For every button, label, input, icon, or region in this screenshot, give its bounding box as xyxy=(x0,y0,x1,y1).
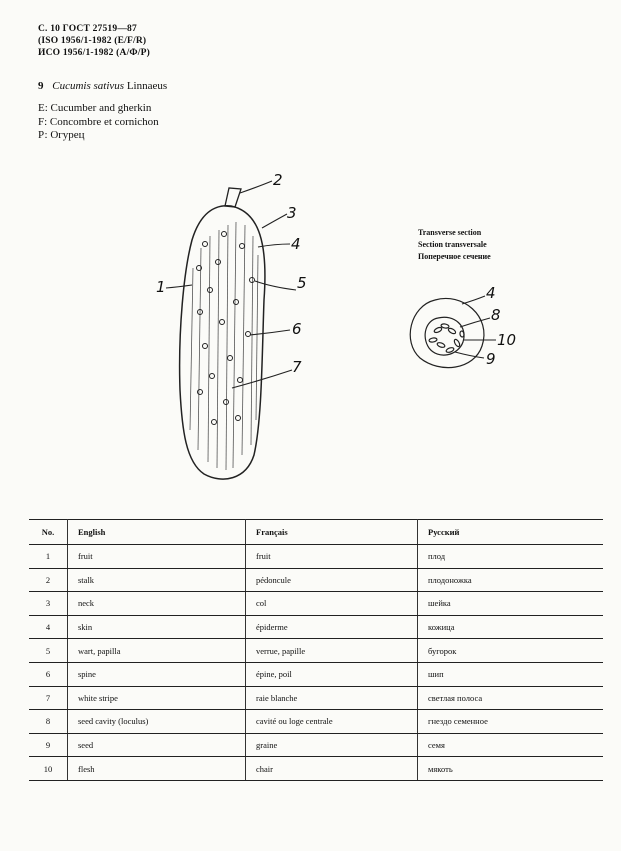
cell-english: fruit xyxy=(68,545,246,569)
page-header-iso: (ISO 1956/1-1982 (E/F/R) xyxy=(38,36,147,46)
cell-russian: шип xyxy=(418,662,604,686)
cell-no: 3 xyxy=(29,592,68,616)
page-header-iso-ru: ИСО 1956/1-1982 (А/Ф/Р) xyxy=(38,48,150,58)
cell-russian: семя xyxy=(418,733,604,757)
cell-russian: светлая полоса xyxy=(418,686,604,710)
cucumber-stripes xyxy=(190,222,258,470)
terms-table xyxy=(29,519,603,781)
species-latin-name: Cucumis sativus xyxy=(52,80,125,92)
callout-5: 5 xyxy=(297,274,307,292)
callout-1: 1 xyxy=(156,278,166,296)
callout-6: 6 xyxy=(292,320,302,338)
callout-2: 2 xyxy=(273,171,283,189)
cell-english: seed xyxy=(68,733,246,757)
cell-russian: плодоножка xyxy=(418,568,604,592)
cell-french: fruit xyxy=(246,545,418,569)
cell-english: spine xyxy=(68,662,246,686)
cell-no: 5 xyxy=(29,639,68,663)
cell-french: épiderme xyxy=(246,615,418,639)
cell-french: raie blanche xyxy=(246,686,418,710)
table-row xyxy=(29,639,603,663)
cucumber-stalk xyxy=(225,188,241,207)
table-row xyxy=(29,686,603,710)
header-russian: Русский xyxy=(418,520,604,545)
caption-russian: Поперечное сечение xyxy=(418,252,491,261)
cell-no: 9 xyxy=(29,733,68,757)
header-no: No. xyxy=(29,520,68,545)
caption-english: Transverse section xyxy=(418,228,482,237)
table-row xyxy=(29,710,603,734)
callout-4: 4 xyxy=(291,235,301,253)
common-name-french: F: Concombre et cornichon xyxy=(38,115,159,128)
cell-no: 10 xyxy=(29,757,68,781)
table-row xyxy=(29,662,603,686)
common-name-russian: Р: Огурец xyxy=(38,129,85,141)
header-french: Français xyxy=(246,520,418,545)
cucumber-warts xyxy=(197,232,255,425)
cell-english: skin xyxy=(68,615,246,639)
transverse-section xyxy=(410,298,484,367)
cell-no: 2 xyxy=(29,568,68,592)
species-authority: Linnaeus xyxy=(126,80,168,92)
cell-french: chair xyxy=(246,757,418,781)
cell-no: 7 xyxy=(29,686,68,710)
cell-french: épine, poil xyxy=(246,662,418,686)
header-english: English xyxy=(68,520,246,545)
table-row xyxy=(29,733,603,757)
table-row xyxy=(29,568,603,592)
cell-english: wart, papilla xyxy=(68,639,246,663)
cell-no: 8 xyxy=(29,710,68,734)
cell-no: 1 xyxy=(29,545,68,569)
table-row xyxy=(29,757,603,781)
cell-no: 6 xyxy=(29,662,68,686)
table-row xyxy=(29,592,603,616)
callout-4-section: 4 xyxy=(486,284,496,302)
callout-8: 8 xyxy=(491,306,501,324)
cell-no: 4 xyxy=(29,615,68,639)
callout-9: 9 xyxy=(486,350,496,368)
callout-10: 10 xyxy=(497,331,517,349)
leader-lines xyxy=(166,181,296,388)
caption-french: Section transversale xyxy=(418,240,487,249)
cell-russian: плод xyxy=(418,545,604,569)
callout-7: 7 xyxy=(292,358,302,376)
table-row xyxy=(29,615,603,639)
cell-english: neck xyxy=(68,592,246,616)
common-name-english: E: Cucumber and gherkin xyxy=(38,102,152,114)
cell-french: graine xyxy=(246,733,418,757)
table-row xyxy=(29,545,603,569)
cell-french: pédoncule xyxy=(246,568,418,592)
species-number: 9 xyxy=(38,80,44,92)
cell-french: cavité ou loge centrale xyxy=(246,710,418,734)
cell-russian: бугорок xyxy=(418,639,604,663)
cell-english: flesh xyxy=(68,757,246,781)
cell-french: col xyxy=(246,592,418,616)
table-header-row xyxy=(29,520,603,545)
cell-english: stalk xyxy=(68,568,246,592)
page-header-gost: С. 10 ГОСТ 27519—87 xyxy=(38,24,137,34)
cell-russian: кожица xyxy=(418,615,604,639)
cell-russian: шейка xyxy=(418,592,604,616)
cell-russian: гнездо семенное xyxy=(418,710,604,734)
cell-russian: мякоть xyxy=(418,757,604,781)
cell-english: seed cavity (loculus) xyxy=(68,710,246,734)
callout-3: 3 xyxy=(287,204,297,222)
cell-french: verrue, papille xyxy=(246,639,418,663)
section-leader-lines xyxy=(455,296,496,358)
cell-english: white stripe xyxy=(68,686,246,710)
